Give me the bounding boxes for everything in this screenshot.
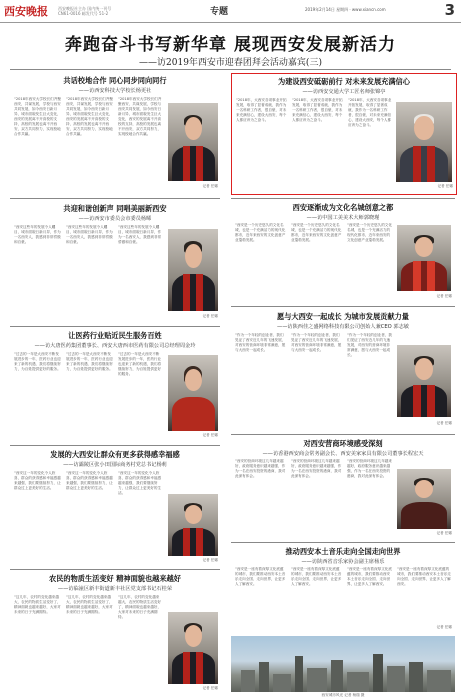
article-body: “这几年，农村的变化越来越大，农民的物质生活变好了，精神面貌也越来越好，大家对未来的日子充满期待。 — [66, 595, 113, 614]
portrait-photo — [168, 229, 218, 311]
divider — [10, 326, 220, 327]
article-body: “2018年，大西安各项事业开拓发展，取得了显著成就，我作为一名科研工作者，很自豪，对未来充满信心，建设大西安，每个人都应该为之奋斗。 — [292, 98, 343, 122]
section-label: 专题 — [210, 7, 229, 17]
divider — [10, 198, 220, 199]
article-body: “西安的营商环境这几年越来越好，政府服务意识越来越强，作为一名在西安投资的港商，我对此深有体会。 — [235, 459, 286, 478]
portrait-photo — [168, 355, 218, 431]
article-body: “西安这一年的变化令人欣喜，群众的获得感和幸福感越来越强，我们要继续努力，让群众过上更美好的生活。 — [66, 471, 113, 490]
portrait-photo — [168, 612, 218, 684]
article-body: “西安是一个历史悠久的文化名城，也是一个充满活力的现代化都市，近年来西安的文化创意产业蓬勃发展。 — [235, 223, 286, 242]
article-body: “西安是一座有着深厚文化底蕴的城市，我们要推动西安本土音乐走向全国、走向世界，让更多人了解西安。 — [235, 567, 286, 586]
article-subtitle: ——访灞陵区张小田国际商务村党总书记杨莉 — [63, 462, 167, 468]
article-body: “西安是一座有着深厚文化底蕴的城市，我们要推动西安本土音乐走向全国、走向世界，让更多人了解西安。 — [347, 567, 392, 586]
article-title: 为建设西安砥砺前行 对未来发展充满信心 — [278, 77, 410, 86]
article-body: “西安这些年的发展令人瞩目，城市面貌日新月异，作为一名西安人，我感到非常骄傲和自豪。 — [14, 225, 61, 244]
city-skyline-photo — [231, 636, 455, 692]
portrait-photo — [397, 225, 451, 291]
article-body: “2018年西安大学校长们齐聚西安，共谋发展，学校与西安共同发展，如今西安日新月异，城市面貌发生巨大变化，西安的发展离不开高校的支持，高校的发展也离不开西安，双方共同努力，实现校地合作共赢。 — [66, 97, 113, 136]
article-body: “2018年西安大学校长们齐聚西安，共谋发展，学校与西安共同发展，如今西安日新月异，城市面貌发生巨大变化，西安的发展离不开高校的支持，高校的发展也离不开西安，双方共同努力，实现校地合作共赢。 — [14, 97, 61, 136]
photo-credit: 记者 任娜 — [436, 625, 452, 629]
article-body: “作为一个年轻的创业者，我们见证了西安近几年的飞速发展，对西安的营商环境非常满意，愿与大西安一起成长。 — [291, 333, 342, 352]
divider — [231, 434, 455, 435]
photo-credit: 记者 任娜 — [202, 558, 218, 562]
article-3[interactable] — [10, 201, 220, 323]
article-subtitle: ——访西安科技大学校长杨更社 — [78, 88, 152, 94]
page-header — [0, 0, 461, 23]
article-10[interactable] — [231, 545, 455, 633]
article-6[interactable] — [231, 309, 455, 431]
page-title: 奔跑奋斗书写新华章 展现西安发展新活力 — [65, 35, 396, 55]
article-subtitle: ——访临潼区新丰街道新丰社区党支部书记石桂荣 — [57, 586, 173, 592]
portrait-photo — [168, 103, 218, 181]
article-body: “西安这些年的发展令人瞩目，城市面貌日新月异，作为一名西安人，我感到非常骄傲和自豪。 — [118, 225, 162, 244]
article-title: 共话校地合作 同心同步同向同行 — [63, 76, 167, 85]
photo-credit: 记者 任娜 — [436, 531, 452, 535]
article-1[interactable] — [10, 73, 220, 195]
photo-credit: 记者 任娜 — [202, 184, 218, 188]
photo-credit: 记者 任娜 — [202, 686, 218, 690]
divider — [10, 445, 220, 446]
title-divider — [10, 69, 451, 70]
article-body: “西安是一个历史悠久的文化名城，也是一个充满活力的现代化都市，近年来西安的文化创意产业蓬勃发展。 — [347, 223, 392, 242]
article-title: 推动西安本土音乐走向全国走向世界 — [285, 547, 401, 556]
divider — [231, 198, 455, 199]
masthead-info: 西安晚报社主办 国内统一刊号 CN61-0016 邮发代号 51-2 — [58, 6, 112, 16]
portrait-photo — [397, 469, 451, 529]
article-title: 发展的大西安让群众有更多获得感幸福感 — [50, 450, 180, 459]
article-9[interactable] — [10, 572, 220, 694]
photo-credit: 记者 任娜 — [436, 294, 452, 298]
article-body: “西安的营商环境这几年越来越好，政府服务意识越来越强，作为一名在西安投资的港商，我对此深有体会。 — [347, 459, 392, 478]
article-body: “2018年西安大学校长们齐聚西安，共谋发展，学校与西安共同发展，如今西安日新月异，城市面貌发生巨大变化，西安的发展离不开高校的支持，高校的发展也离不开西安，双方共同努力，实现校地合作共赢。 — [118, 97, 162, 136]
article-subtitle: ——访西安交通大学工匠名师张锦亭 — [302, 89, 386, 95]
article-body: “西安是一个历史悠久的文化名城，也是一个充满活力的现代化都市，近年来西安的文化创意产业蓬勃发展。 — [291, 223, 342, 242]
article-title: 农民的物质生活变好 精神面貌也越来越好 — [49, 574, 181, 583]
article-body: “这几年，农村的变化越来越大，农民的物质生活变好了，精神面貌也越来越好，大家对未来的日子充满期待。 — [118, 595, 162, 619]
article-body: “西安这一年的变化令人欣喜，群众的获得感和幸福感越来越强，我们要继续努力，让群众过上更美好的生活。 — [14, 471, 61, 490]
article-title: 共迎和谐创新声 同唱美丽新西安 — [63, 204, 167, 213]
article-body: “西安是一座有着深厚文化底蕴的城市，我们要推动西安本土音乐走向全国、走向世界，让更多人了解西安。 — [291, 567, 342, 586]
portrait-photo — [397, 345, 451, 417]
photo-credit: 记者 任娜 — [437, 184, 453, 188]
article-body: “这几年，农村的变化越来越大，农民的物质生活变好了，精神面貌也越来越好，大家对未来的日子充满期待。 — [14, 595, 61, 614]
article-subtitle: ——访西安市委员会市委员杨晞 — [78, 216, 152, 222]
article-subtitle: ——访香港西安商会常务副会长、西安美家家具有限公司董事长程宏天 — [262, 451, 424, 457]
photo-credit: 记者 任娜 — [202, 314, 218, 318]
photo-credit: 记者 任娜 — [202, 433, 218, 437]
article-body: “西安是一座有着深厚文化底蕴的城市，我们要推动西安本土音乐走向全国、走向世界，让更多人了解西安。 — [397, 567, 451, 586]
photo-credit: 记者 任娜 — [436, 421, 452, 425]
page-subtitle: ——访2019年西安市迎春团拜会活动嘉宾(三) — [139, 58, 322, 68]
article-body: “西安这些年的发展令人瞩目，城市面貌日新月异，作为一名西安人，我感到非常骄傲和自豪。 — [66, 225, 113, 244]
page-number: 3 — [444, 1, 455, 19]
article-5[interactable] — [10, 329, 220, 441]
article-2-highlighted[interactable] — [231, 73, 457, 195]
article-body: “过去的一年是大西安不断发展进步的一年，医药行业也迎来了新的机遇，我们将继续努力，为百姓提供更好的服务。 — [14, 352, 61, 371]
article-body: “2018年，大西安各项事业开拓发展，取得了显著成就，我作为一名科研工作者，很自豪，对未来充满信心，建设大西安，每个人都应该为之奋斗。 — [236, 98, 287, 122]
article-body: “过去的一年是大西安不断发展进步的一年，医药行业也迎来了新的机遇，我们将继续努力，为百姓提供更好的服务。 — [66, 352, 113, 371]
divider — [231, 542, 455, 543]
article-body: “作为一个年轻的创业者，我们见证了西安近几年的飞速发展，对西安的营商环境非常满意，愿与大西安一起成长。 — [347, 333, 392, 357]
article-subtitle: ——访陕西省音乐家协会副主席杨乐 — [301, 559, 385, 565]
portrait-photo — [396, 102, 452, 182]
article-body: “西安的营商环境这几年越来越好，政府服务意识越来越强，作为一名在西安投资的港商，我对此深有体会。 — [291, 459, 342, 478]
portrait-photo — [168, 494, 218, 556]
article-4[interactable] — [231, 201, 455, 303]
article-7[interactable] — [10, 448, 220, 566]
article-body: “过去的一年是大西安不断发展进步的一年，医药行业也迎来了新的机遇，我们将继续努力，为百姓提供更好的服务。 — [118, 352, 162, 376]
article-body: “作为一个年轻的创业者，我们见证了西安近几年的飞速发展，对西安的营商环境非常满意，愿与大西安一起成长。 — [235, 333, 286, 352]
article-8[interactable] — [231, 437, 455, 539]
divider — [10, 569, 220, 570]
date-info: 2019年2月14日 星期四 · www.xiancn.com — [305, 7, 386, 12]
article-title: 西安逐渐成为文化名城创意之都 — [292, 203, 394, 212]
divider — [231, 306, 455, 307]
newspaper-logo: 西安晚报 — [4, 5, 48, 18]
article-title: 愿与大西安一起成长 为城市发展贡献力量 — [277, 312, 409, 321]
article-subtitle: ——访中国工美美术大师郭晓瑾 — [306, 215, 380, 221]
article-title: 对西安营商环境感受深刻 — [303, 439, 383, 448]
article-subtitle: ——访大唐医药集团董事长、西安大唐西市医药有限公司总经理周金玲 — [34, 343, 196, 349]
article-body: “2018年，大西安各项事业开拓发展，取得了显著成就，我作为一名科研工作者，很自豪，对未来充满信心，建设大西安，每个人都应该为之奋斗。 — [348, 98, 392, 127]
footer-photo-caption: 西安城市风光 记者 杨瑞 摄 — [321, 693, 365, 697]
article-subtitle: ——访陕西佳之盛网络科技有限公司创始人兼CEO 郭志敏 — [277, 324, 409, 330]
article-body: “西安这一年的变化令人欣喜，群众的获得感和幸福感越来越强，我们要继续努力，让群众过上更美好的生活。 — [118, 471, 162, 495]
article-title: 让医药行业贴近民生服务百姓 — [68, 331, 162, 340]
